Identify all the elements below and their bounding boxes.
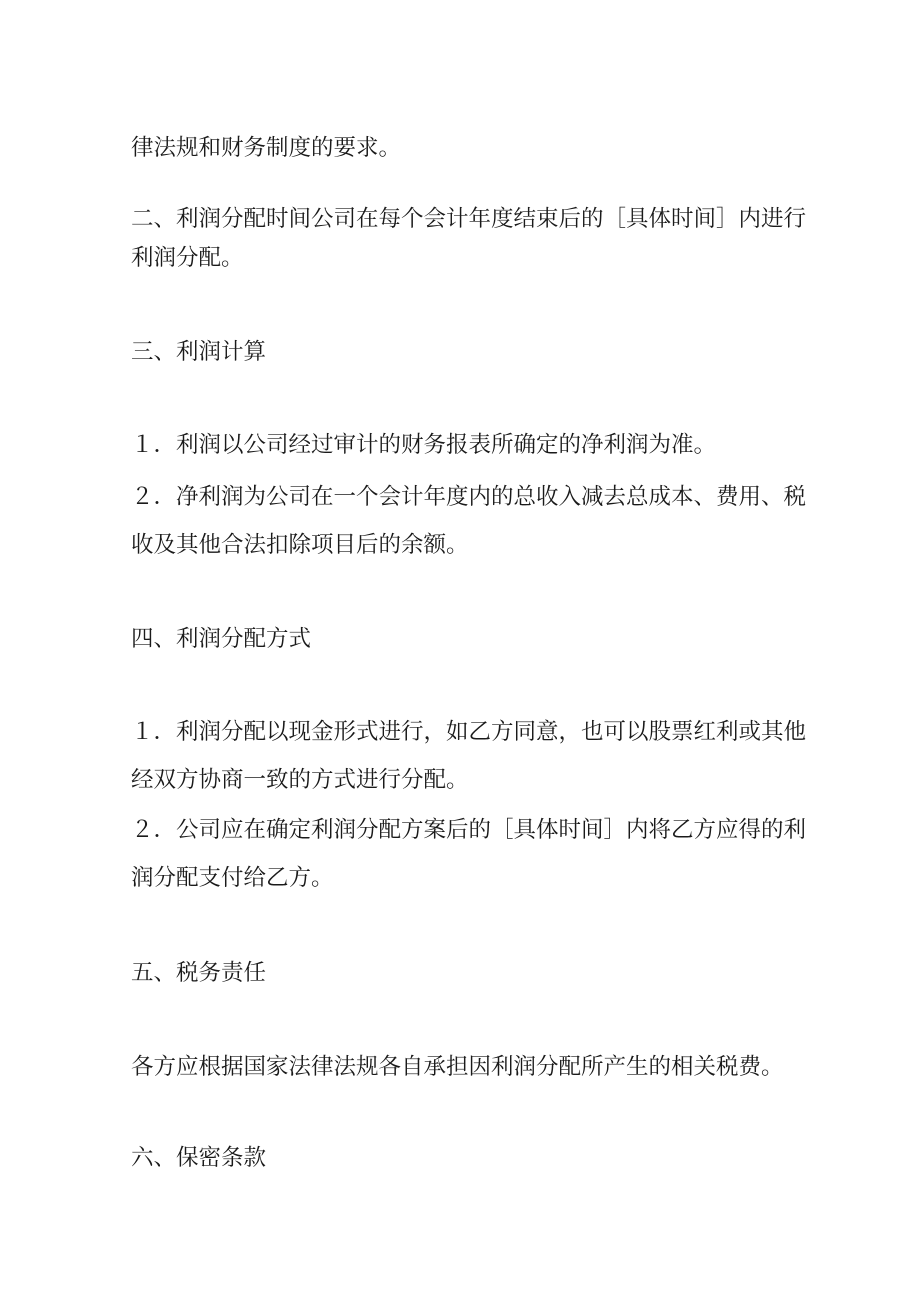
paragraph-continuation: 律法规和财务制度的要求。 (131, 135, 402, 161)
section-2-text-line-2: 利润分配。 (131, 245, 244, 271)
section-3-item-2-line-2: 收及其他合法扣除项目后的余额。 (131, 532, 469, 558)
section-3-item-2-line-1: ２．净利润为公司在一个会计年度内的总收入减去总成本、费用、税 (131, 484, 807, 510)
section-4-item-1-line-1: １．利润分配以现金形式进行，如乙方同意，也可以股票红利或其他 (131, 719, 807, 745)
section-4-item-2-line-1: ２．公司应在确定利润分配方案后的［具体时间］内将乙方应得的利 (131, 817, 807, 843)
section-6-heading: 六、保密条款 (131, 1145, 267, 1171)
section-4-item-1-line-2: 经双方协商一致的方式进行分配。 (131, 767, 469, 793)
section-5-body: 各方应根据国家法律法规各自承担因利润分配所产生的相关税费。 (131, 1054, 784, 1080)
section-4-item-2-line-2: 润分配支付给乙方。 (131, 865, 334, 891)
section-5-heading: 五、税务责任 (131, 960, 267, 986)
section-2-text-line-1: 二、利润分配时间公司在每个会计年度结束后的［具体时间］内进行 (131, 206, 807, 232)
section-3-item-1: １．利润以公司经过审计的财务报表所确定的净利润为准。 (131, 432, 717, 458)
section-4-heading: 四、利润分配方式 (131, 626, 312, 652)
section-3-heading: 三、利润计算 (131, 339, 267, 365)
